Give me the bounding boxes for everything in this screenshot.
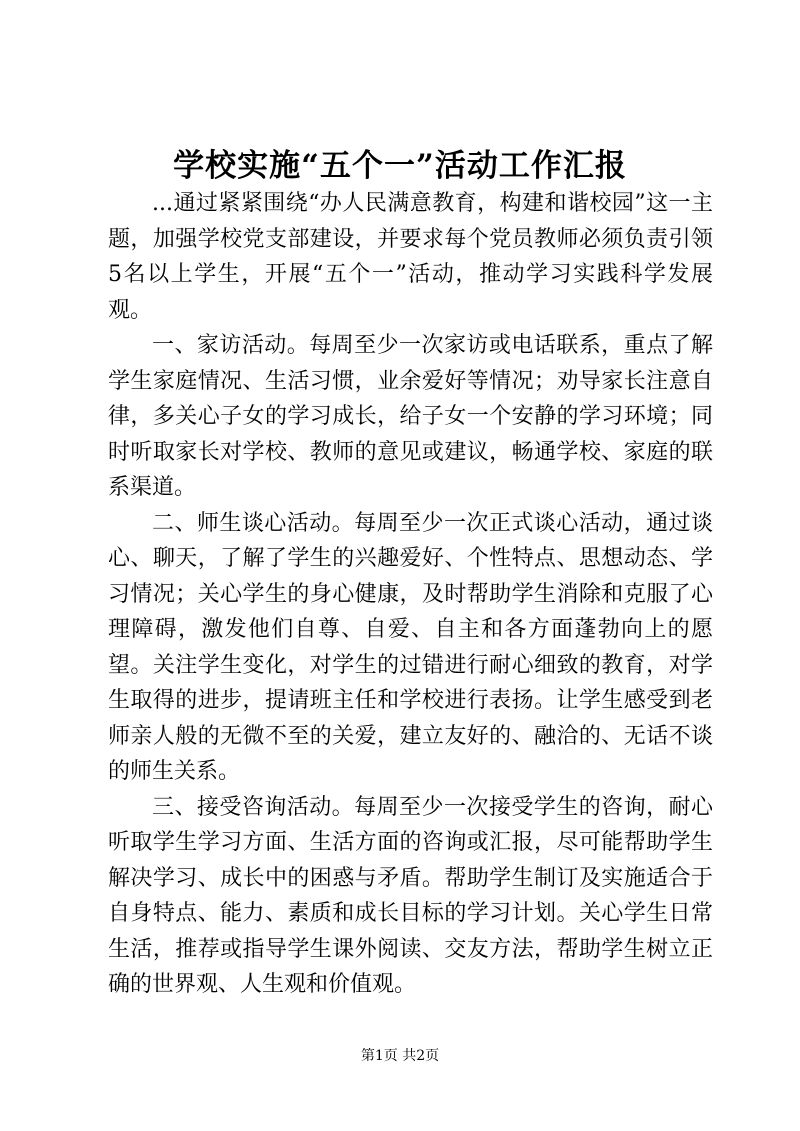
paragraph-consultation: 三、接受咨询活动。每周至少一次接受学生的咨询，耐心听取学生学习方面、生活方面的咨询或汇报，尽可能帮助学生解决学习、成长中的困惑与矛盾。帮助学生制订及实施适合于自身特点、能力、素质和成长目标的学习计划。关心学生日常生活，推荐或指导学生课外阅读、交友方法，帮助学生树立正确的世界观、人生观和价值观。 <box>108 794 713 997</box>
paragraph-home-visit: 一、家访活动。每周至少一次家访或电话联系，重点了解学生家庭情况、生活习惯，业余爱好等情况；劝导家长注意自律，多关心子女的学习成长，给子女一个安静的学习环境；同时听取家长对学校、教师的意见或建议，畅通学校、家庭的联系渠道。 <box>108 333 713 500</box>
document-title: 学校实施“五个一”活动工作汇报 <box>173 148 627 184</box>
paragraph-intro: ...通过紧紧围绕“办人民满意教育，构建和谐校园”这一主题，加强学校党支部建设，并要求每个党员教师必须负责引领5名以上学生，开展“五个一”活动，推动学习实践科学发展观。 <box>108 191 713 323</box>
document-body <box>108 186 713 1003</box>
paragraph-heart-talk: 二、师生谈心活动。每周至少一次正式谈心活动，通过谈心、聊天，了解了学生的兴趣爱好、个性特点、思想动态、学习情况；关心学生的身心健康，及时帮助学生消除和克服了心理障碍，激发他们自尊、自爱、自主和各方面蓬勃向上的愿望。关注学生变化，对学生的过错进行耐心细致的教育，对学生取得的进步，提请班主任和学校进行表扬。让学生感受到老师亲人般的无微不至的关爱，建立友好的、融洽的、无话不谈的师生关系。 <box>108 510 713 784</box>
page-footer: 第1页 共2页 <box>360 1048 440 1064</box>
